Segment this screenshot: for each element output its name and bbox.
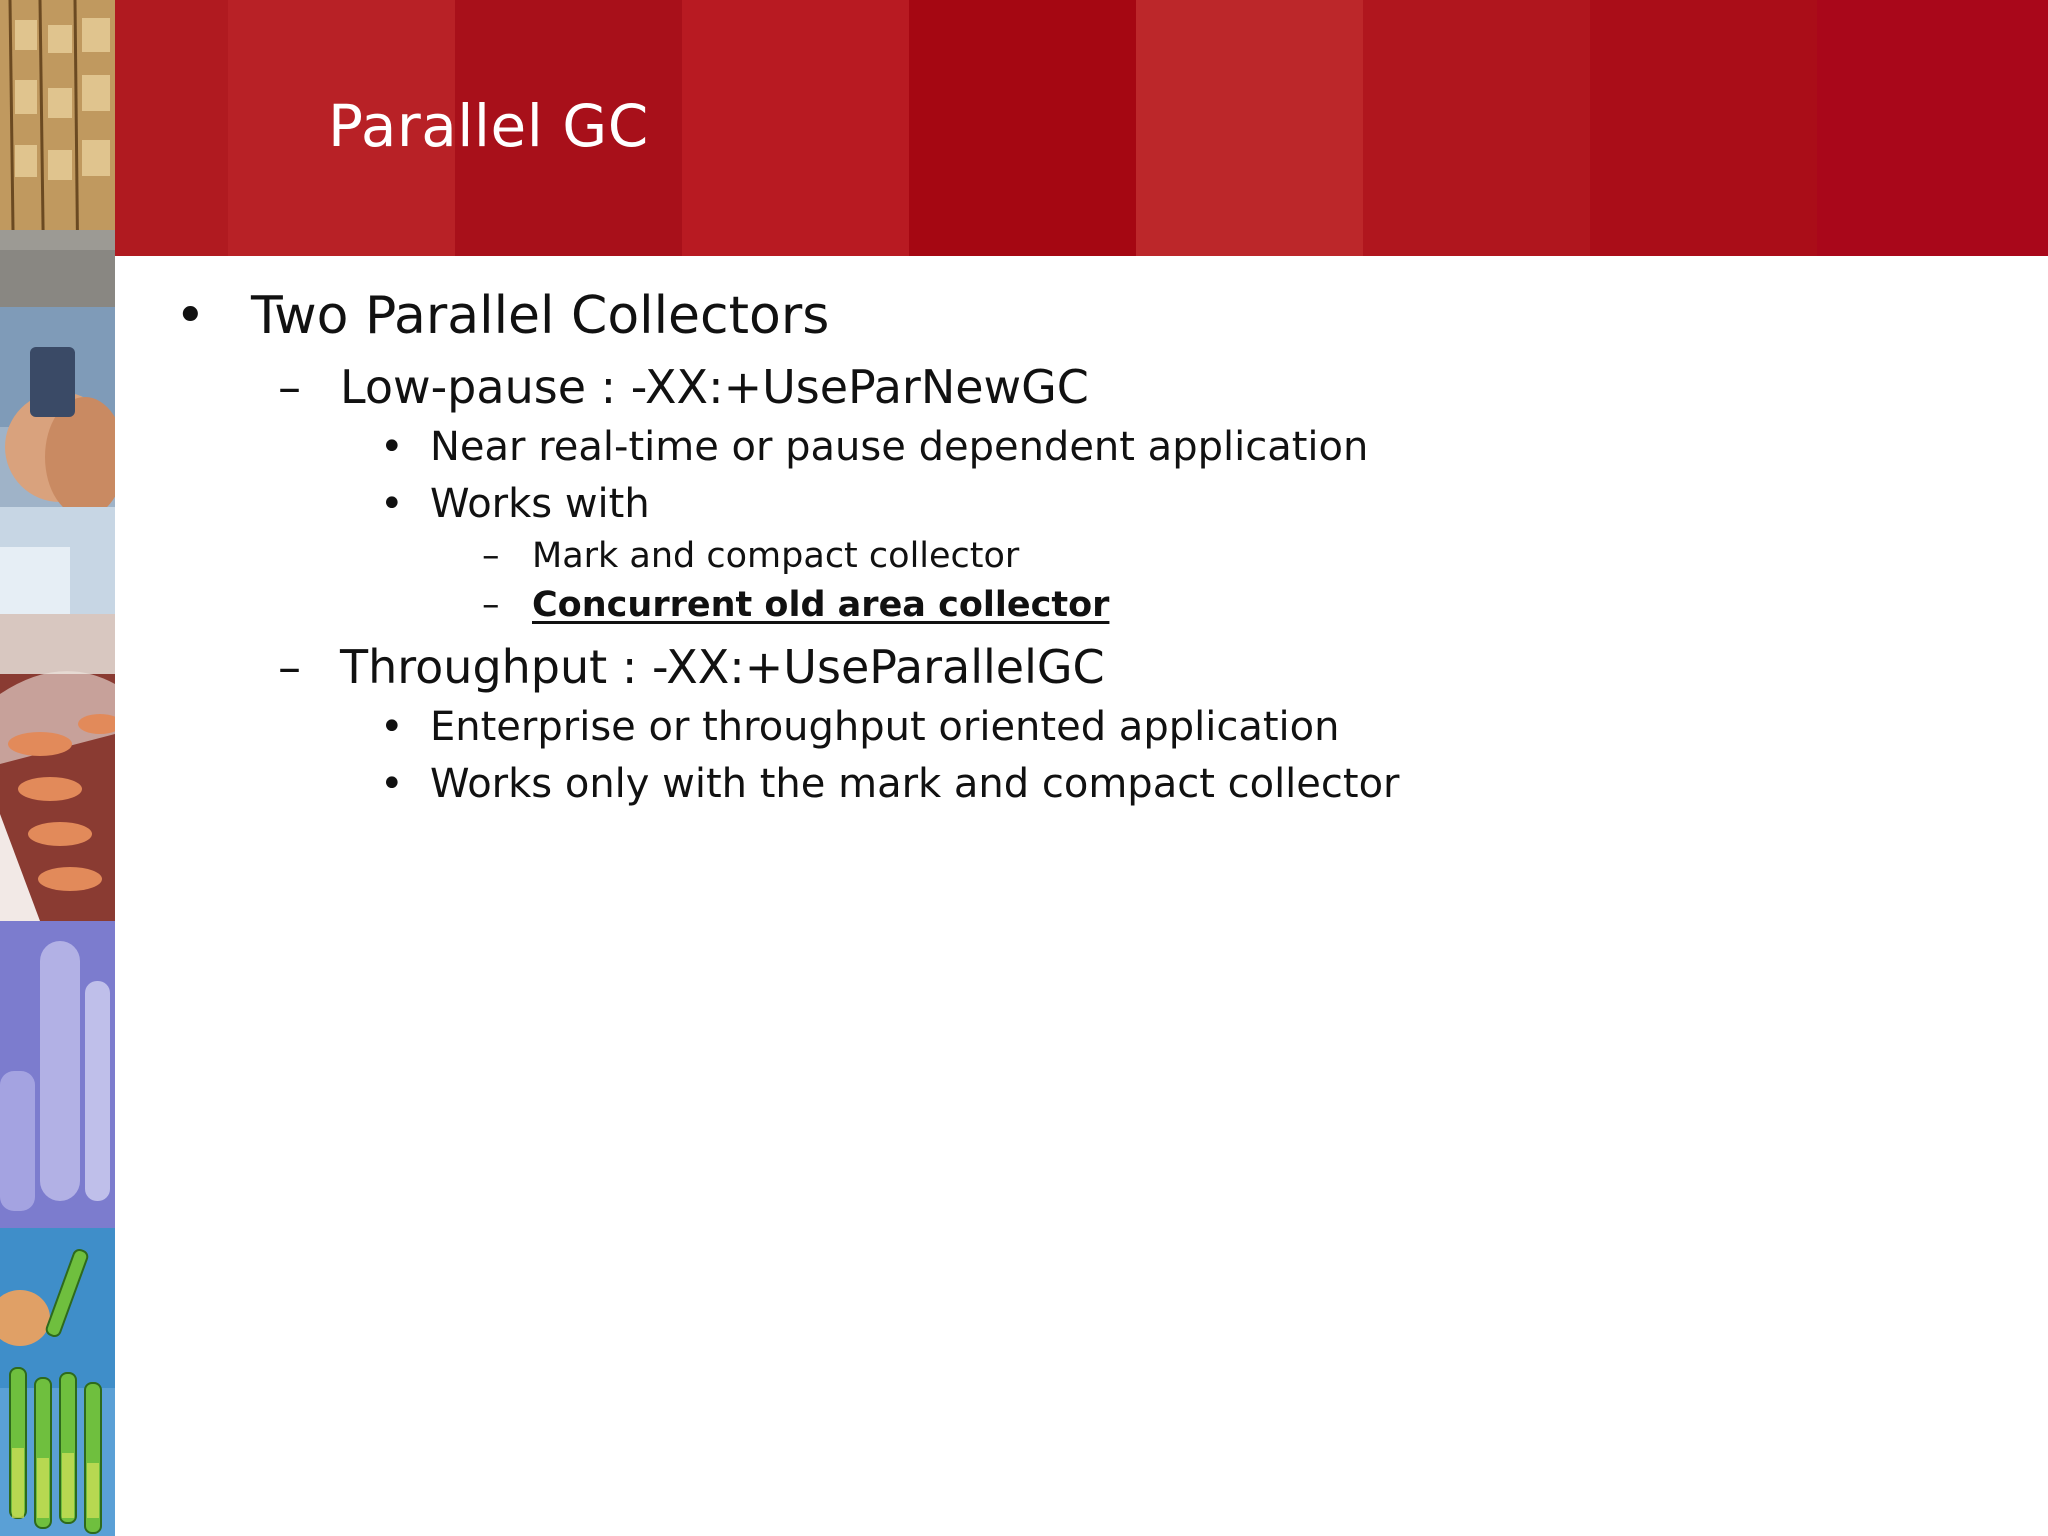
bullet-marker: • (380, 761, 404, 807)
bullet-text: Two Parallel Collectors (251, 286, 830, 346)
bullet-text: Throughput : -XX:+UseParallelGC (340, 640, 1105, 694)
dash-marker: – (482, 585, 500, 625)
bullet-text: Works only with the mark and compact collector (430, 761, 1400, 807)
dash-marker: – (482, 536, 500, 576)
slide-title: Parallel GC (328, 92, 649, 160)
bullet-marker: • (380, 481, 404, 527)
bullet-marker: • (175, 286, 206, 346)
dash-marker: – (278, 360, 301, 414)
bullet-text: Low-pause : -XX:+UseParNewGC (340, 360, 1089, 414)
bullet-text: Enterprise or throughput oriented application (430, 704, 1340, 750)
bullet-text: Mark and compact collector (532, 536, 1020, 576)
bullet-text: Near real-time or pause dependent application (430, 424, 1369, 470)
bullet-text: Works with (430, 481, 650, 527)
bullet-text-emphasized: Concurrent old area collector (532, 585, 1110, 625)
dash-marker: – (278, 640, 301, 694)
bullet-marker: • (380, 424, 404, 470)
bullet-marker: • (380, 704, 404, 750)
